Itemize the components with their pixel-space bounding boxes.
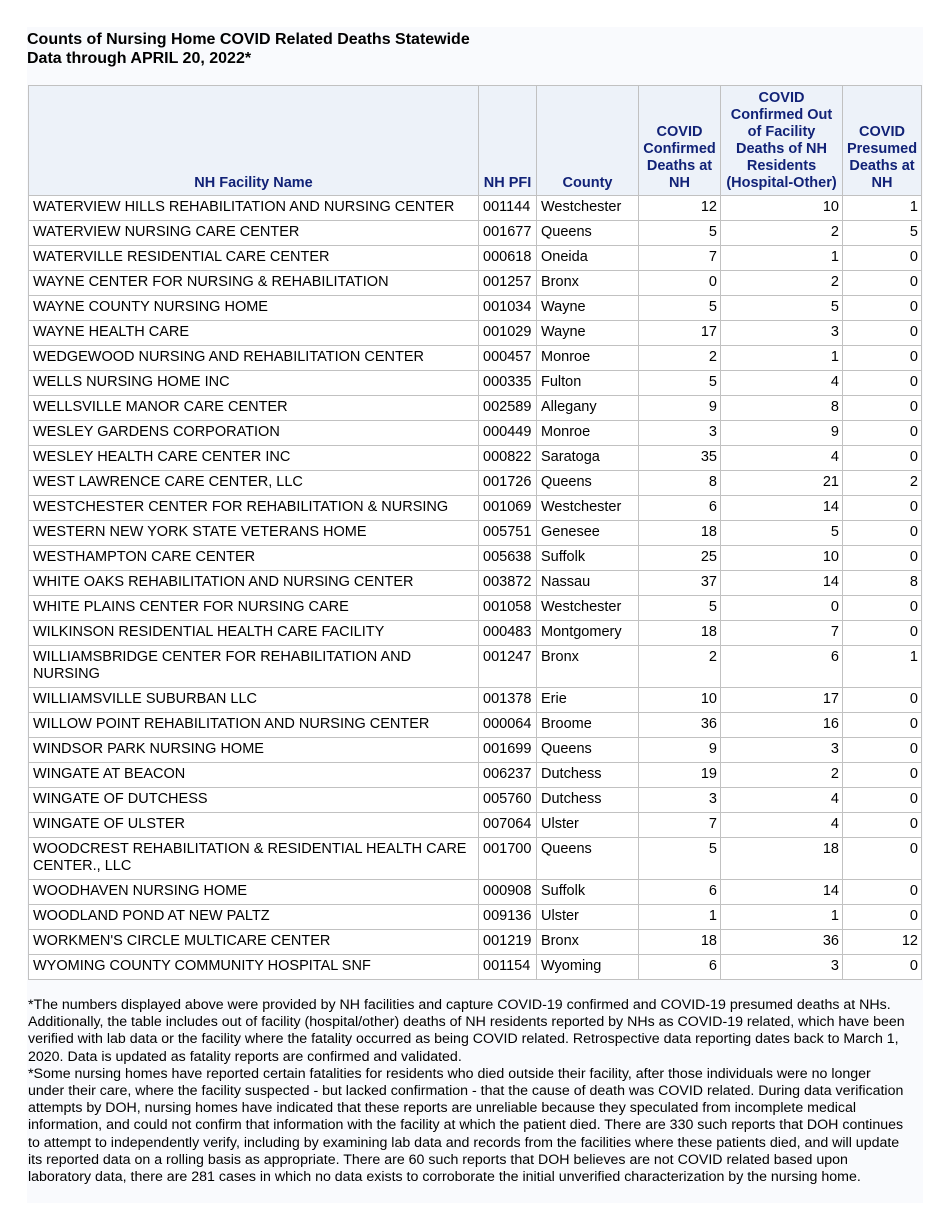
cell-nh-pfi: 001700 [479, 838, 537, 880]
cell-confirmed-deaths: 12 [639, 196, 721, 221]
cell-county: Bronx [537, 271, 639, 296]
cell-presumed-deaths: 0 [843, 596, 922, 621]
cell-presumed-deaths: 0 [843, 738, 922, 763]
cell-out-of-facility-deaths: 4 [721, 788, 843, 813]
cell-county: Allegany [537, 396, 639, 421]
cell-nh-pfi: 001034 [479, 296, 537, 321]
cell-confirmed-deaths: 25 [639, 546, 721, 571]
cell-nh-pfi: 001726 [479, 471, 537, 496]
cell-facility-name: WOODLAND POND AT NEW PALTZ [29, 905, 479, 930]
cell-facility-name: WAYNE CENTER FOR NURSING & REHABILITATION [29, 271, 479, 296]
report-title [27, 30, 470, 68]
cell-county: Dutchess [537, 788, 639, 813]
cell-out-of-facility-deaths: 1 [721, 246, 843, 271]
cell-out-of-facility-deaths: 6 [721, 646, 843, 688]
cell-presumed-deaths: 0 [843, 713, 922, 738]
cell-nh-pfi: 005638 [479, 546, 537, 571]
cell-nh-pfi: 001219 [479, 930, 537, 955]
cell-nh-pfi: 001378 [479, 688, 537, 713]
cell-nh-pfi: 000822 [479, 446, 537, 471]
table-row [29, 713, 922, 738]
cell-out-of-facility-deaths: 2 [721, 763, 843, 788]
cell-nh-pfi: 001154 [479, 955, 537, 980]
table-row [29, 246, 922, 271]
cell-county: Wayne [537, 296, 639, 321]
cell-presumed-deaths: 0 [843, 371, 922, 396]
table-row [29, 621, 922, 646]
cell-out-of-facility-deaths: 21 [721, 471, 843, 496]
cell-county: Queens [537, 838, 639, 880]
cell-county: Wayne [537, 321, 639, 346]
cell-county: Dutchess [537, 763, 639, 788]
cell-confirmed-deaths: 35 [639, 446, 721, 471]
cell-nh-pfi: 000335 [479, 371, 537, 396]
cell-confirmed-deaths: 5 [639, 221, 721, 246]
cell-county: Ulster [537, 813, 639, 838]
cell-facility-name: WINGATE OF DUTCHESS [29, 788, 479, 813]
column-header-presumed-deaths: COVID Presumed Deaths at NH [843, 86, 922, 196]
cell-county: Oneida [537, 246, 639, 271]
table-row [29, 421, 922, 446]
cell-confirmed-deaths: 2 [639, 646, 721, 688]
table-row [29, 221, 922, 246]
cell-county: Queens [537, 221, 639, 246]
cell-out-of-facility-deaths: 1 [721, 346, 843, 371]
cell-out-of-facility-deaths: 16 [721, 713, 843, 738]
cell-confirmed-deaths: 6 [639, 880, 721, 905]
cell-facility-name: WAYNE HEALTH CARE [29, 321, 479, 346]
cell-out-of-facility-deaths: 3 [721, 955, 843, 980]
table-row [29, 838, 922, 880]
cell-nh-pfi: 001069 [479, 496, 537, 521]
cell-out-of-facility-deaths: 0 [721, 596, 843, 621]
cell-confirmed-deaths: 3 [639, 788, 721, 813]
column-header-facility-name: NH Facility Name [29, 86, 479, 196]
table-row [29, 396, 922, 421]
cell-facility-name: WESTERN NEW YORK STATE VETERANS HOME [29, 521, 479, 546]
cell-confirmed-deaths: 19 [639, 763, 721, 788]
cell-confirmed-deaths: 3 [639, 421, 721, 446]
table-row [29, 955, 922, 980]
cell-nh-pfi: 001247 [479, 646, 537, 688]
table-row [29, 880, 922, 905]
cell-nh-pfi: 001144 [479, 196, 537, 221]
cell-presumed-deaths: 0 [843, 621, 922, 646]
cell-facility-name: WESLEY HEALTH CARE CENTER INC [29, 446, 479, 471]
cell-nh-pfi: 000908 [479, 880, 537, 905]
cell-confirmed-deaths: 7 [639, 813, 721, 838]
cell-out-of-facility-deaths: 10 [721, 196, 843, 221]
cell-out-of-facility-deaths: 18 [721, 838, 843, 880]
cell-facility-name: WEDGEWOOD NURSING AND REHABILITATION CENTER [29, 346, 479, 371]
cell-nh-pfi: 000064 [479, 713, 537, 738]
footnote-2: *Some nursing homes have reported certain fatalities for residents who died outside their facility, after those individuals were no longer under their care, where the facility suspected - but lacked confirmation - that the cause of death was COVID related. During data verification attempts by DOH, nursing homes have indicated that these reports are unreliable because they speculated from incomplete medical information, and could not confirm that information with the facility at which the patient died. There are 330 such reports that DOH continues to attempt to independently verify, including by examining lab data and records from the facilities where these patients died, and will update its reported data on a rolling basis as appropriate. There are 60 such reports that DOH believes are not COVID related based upon laboratory data, there are 281 cases in which no data exists to corroborate the initial unverified characterization by the nursing home. [28, 1065, 904, 1186]
cell-out-of-facility-deaths: 5 [721, 521, 843, 546]
cell-out-of-facility-deaths: 10 [721, 546, 843, 571]
cell-nh-pfi: 002589 [479, 396, 537, 421]
cell-out-of-facility-deaths: 1 [721, 905, 843, 930]
cell-out-of-facility-deaths: 9 [721, 421, 843, 446]
cell-nh-pfi: 000449 [479, 421, 537, 446]
table-row [29, 321, 922, 346]
table-row [29, 738, 922, 763]
footnotes [28, 997, 908, 1186]
cell-nh-pfi: 009136 [479, 905, 537, 930]
cell-facility-name: WOODHAVEN NURSING HOME [29, 880, 479, 905]
cell-out-of-facility-deaths: 4 [721, 446, 843, 471]
table-row [29, 521, 922, 546]
cell-presumed-deaths: 0 [843, 880, 922, 905]
cell-facility-name: WESLEY GARDENS CORPORATION [29, 421, 479, 446]
cell-nh-pfi: 000457 [479, 346, 537, 371]
column-header-nh-pfi: NH PFI [479, 86, 537, 196]
cell-presumed-deaths: 5 [843, 221, 922, 246]
table-row [29, 763, 922, 788]
cell-county: Nassau [537, 571, 639, 596]
table-header-row [29, 86, 922, 196]
cell-facility-name: WOODCREST REHABILITATION & RESIDENTIAL HEALTH CARE CENTER., LLC [29, 838, 479, 880]
cell-confirmed-deaths: 6 [639, 955, 721, 980]
column-header-out-of-facility-deaths: COVID Confirmed Out of Facility Deaths of NH Residents (Hospital-Other) [721, 86, 843, 196]
cell-presumed-deaths: 0 [843, 763, 922, 788]
cell-county: Fulton [537, 371, 639, 396]
cell-county: Bronx [537, 930, 639, 955]
cell-presumed-deaths: 0 [843, 446, 922, 471]
cell-confirmed-deaths: 5 [639, 371, 721, 396]
table-row [29, 905, 922, 930]
cell-out-of-facility-deaths: 5 [721, 296, 843, 321]
table-row [29, 546, 922, 571]
table-row [29, 813, 922, 838]
cell-county: Montgomery [537, 621, 639, 646]
cell-confirmed-deaths: 9 [639, 396, 721, 421]
title-line-1: Counts of Nursing Home COVID Related Deaths Statewide [27, 31, 470, 48]
cell-facility-name: WATERVIEW NURSING CARE CENTER [29, 221, 479, 246]
cell-presumed-deaths: 0 [843, 396, 922, 421]
table-row [29, 496, 922, 521]
cell-presumed-deaths: 0 [843, 496, 922, 521]
footnote-1: *The numbers displayed above were provided by NH facilities and capture COVID-19 confirmed and COVID-19 presumed deaths at NHs. Additionally, the table includes out of facility (hospital/other) deaths of NH residents reported by NHs as COVID-19 related, which have been verified with lab data or the facility where the fatality occurred as being COVID related. Retrospective data reporting dates back to March 1, 2020. Data is updated as fatality reports are confirmed and validated. [28, 997, 905, 1065]
cell-out-of-facility-deaths: 4 [721, 813, 843, 838]
cell-out-of-facility-deaths: 7 [721, 621, 843, 646]
cell-facility-name: WHITE OAKS REHABILITATION AND NURSING CENTER [29, 571, 479, 596]
cell-nh-pfi: 005751 [479, 521, 537, 546]
cell-nh-pfi: 000483 [479, 621, 537, 646]
cell-confirmed-deaths: 37 [639, 571, 721, 596]
cell-confirmed-deaths: 8 [639, 471, 721, 496]
cell-facility-name: WESTCHESTER CENTER FOR REHABILITATION & NURSING [29, 496, 479, 521]
cell-county: Erie [537, 688, 639, 713]
cell-out-of-facility-deaths: 14 [721, 571, 843, 596]
table-row [29, 471, 922, 496]
cell-confirmed-deaths: 18 [639, 521, 721, 546]
cell-county: Queens [537, 738, 639, 763]
cell-out-of-facility-deaths: 4 [721, 371, 843, 396]
cell-out-of-facility-deaths: 14 [721, 880, 843, 905]
cell-county: Westchester [537, 196, 639, 221]
cell-county: Monroe [537, 421, 639, 446]
cell-county: Bronx [537, 646, 639, 688]
cell-presumed-deaths: 0 [843, 813, 922, 838]
cell-facility-name: WORKMEN'S CIRCLE MULTICARE CENTER [29, 930, 479, 955]
table-row [29, 688, 922, 713]
cell-presumed-deaths: 0 [843, 546, 922, 571]
cell-presumed-deaths: 0 [843, 321, 922, 346]
table-row [29, 646, 922, 688]
column-header-county: County [537, 86, 639, 196]
cell-presumed-deaths: 0 [843, 788, 922, 813]
table-row [29, 346, 922, 371]
table-row [29, 196, 922, 221]
cell-nh-pfi: 001029 [479, 321, 537, 346]
cell-confirmed-deaths: 10 [639, 688, 721, 713]
cell-nh-pfi: 001677 [479, 221, 537, 246]
table-row [29, 446, 922, 471]
cell-confirmed-deaths: 1 [639, 905, 721, 930]
cell-confirmed-deaths: 18 [639, 621, 721, 646]
cell-presumed-deaths: 1 [843, 196, 922, 221]
table-body [29, 196, 922, 980]
deaths-table [28, 85, 922, 980]
cell-out-of-facility-deaths: 2 [721, 221, 843, 246]
cell-nh-pfi: 001257 [479, 271, 537, 296]
cell-confirmed-deaths: 18 [639, 930, 721, 955]
cell-county: Saratoga [537, 446, 639, 471]
cell-nh-pfi: 003872 [479, 571, 537, 596]
table-row [29, 930, 922, 955]
cell-county: Suffolk [537, 546, 639, 571]
cell-nh-pfi: 006237 [479, 763, 537, 788]
cell-county: Westchester [537, 496, 639, 521]
cell-nh-pfi: 000618 [479, 246, 537, 271]
table-row [29, 271, 922, 296]
cell-confirmed-deaths: 5 [639, 296, 721, 321]
cell-presumed-deaths: 0 [843, 905, 922, 930]
cell-out-of-facility-deaths: 3 [721, 738, 843, 763]
table-row [29, 571, 922, 596]
cell-county: Ulster [537, 905, 639, 930]
cell-confirmed-deaths: 2 [639, 346, 721, 371]
cell-confirmed-deaths: 17 [639, 321, 721, 346]
cell-confirmed-deaths: 5 [639, 596, 721, 621]
cell-confirmed-deaths: 36 [639, 713, 721, 738]
cell-facility-name: WATERVILLE RESIDENTIAL CARE CENTER [29, 246, 479, 271]
table-row [29, 296, 922, 321]
cell-presumed-deaths: 0 [843, 346, 922, 371]
cell-out-of-facility-deaths: 14 [721, 496, 843, 521]
cell-facility-name: WILLIAMSBRIDGE CENTER FOR REHABILITATION AND NURSING [29, 646, 479, 688]
cell-out-of-facility-deaths: 17 [721, 688, 843, 713]
cell-out-of-facility-deaths: 3 [721, 321, 843, 346]
cell-county: Wyoming [537, 955, 639, 980]
cell-county: Westchester [537, 596, 639, 621]
cell-facility-name: WINGATE OF ULSTER [29, 813, 479, 838]
cell-facility-name: WYOMING COUNTY COMMUNITY HOSPITAL SNF [29, 955, 479, 980]
cell-presumed-deaths: 0 [843, 688, 922, 713]
cell-facility-name: WEST LAWRENCE CARE CENTER, LLC [29, 471, 479, 496]
cell-facility-name: WESTHAMPTON CARE CENTER [29, 546, 479, 571]
cell-facility-name: WINGATE AT BEACON [29, 763, 479, 788]
cell-presumed-deaths: 0 [843, 296, 922, 321]
cell-presumed-deaths: 2 [843, 471, 922, 496]
cell-county: Monroe [537, 346, 639, 371]
cell-nh-pfi: 005760 [479, 788, 537, 813]
cell-presumed-deaths: 0 [843, 246, 922, 271]
cell-out-of-facility-deaths: 8 [721, 396, 843, 421]
cell-confirmed-deaths: 6 [639, 496, 721, 521]
cell-county: Genesee [537, 521, 639, 546]
cell-confirmed-deaths: 5 [639, 838, 721, 880]
cell-facility-name: WATERVIEW HILLS REHABILITATION AND NURSING CENTER [29, 196, 479, 221]
cell-out-of-facility-deaths: 2 [721, 271, 843, 296]
column-header-confirmed-deaths: COVID Confirmed Deaths at NH [639, 86, 721, 196]
cell-nh-pfi: 007064 [479, 813, 537, 838]
cell-facility-name: WELLSVILLE MANOR CARE CENTER [29, 396, 479, 421]
table-row [29, 596, 922, 621]
cell-presumed-deaths: 0 [843, 521, 922, 546]
cell-presumed-deaths: 0 [843, 271, 922, 296]
cell-confirmed-deaths: 7 [639, 246, 721, 271]
cell-facility-name: WILLIAMSVILLE SUBURBAN LLC [29, 688, 479, 713]
cell-facility-name: WHITE PLAINS CENTER FOR NURSING CARE [29, 596, 479, 621]
cell-county: Suffolk [537, 880, 639, 905]
cell-presumed-deaths: 12 [843, 930, 922, 955]
cell-confirmed-deaths: 9 [639, 738, 721, 763]
cell-out-of-facility-deaths: 36 [721, 930, 843, 955]
cell-presumed-deaths: 1 [843, 646, 922, 688]
title-line-2: Data through APRIL 20, 2022* [27, 50, 252, 67]
cell-presumed-deaths: 0 [843, 955, 922, 980]
cell-presumed-deaths: 8 [843, 571, 922, 596]
cell-nh-pfi: 001699 [479, 738, 537, 763]
cell-confirmed-deaths: 0 [639, 271, 721, 296]
cell-facility-name: WINDSOR PARK NURSING HOME [29, 738, 479, 763]
cell-facility-name: WELLS NURSING HOME INC [29, 371, 479, 396]
cell-county: Queens [537, 471, 639, 496]
table-row [29, 371, 922, 396]
cell-county: Broome [537, 713, 639, 738]
cell-presumed-deaths: 0 [843, 421, 922, 446]
cell-facility-name: WAYNE COUNTY NURSING HOME [29, 296, 479, 321]
cell-facility-name: WILLOW POINT REHABILITATION AND NURSING CENTER [29, 713, 479, 738]
cell-nh-pfi: 001058 [479, 596, 537, 621]
table-row [29, 788, 922, 813]
cell-presumed-deaths: 0 [843, 838, 922, 880]
cell-facility-name: WILKINSON RESIDENTIAL HEALTH CARE FACILITY [29, 621, 479, 646]
